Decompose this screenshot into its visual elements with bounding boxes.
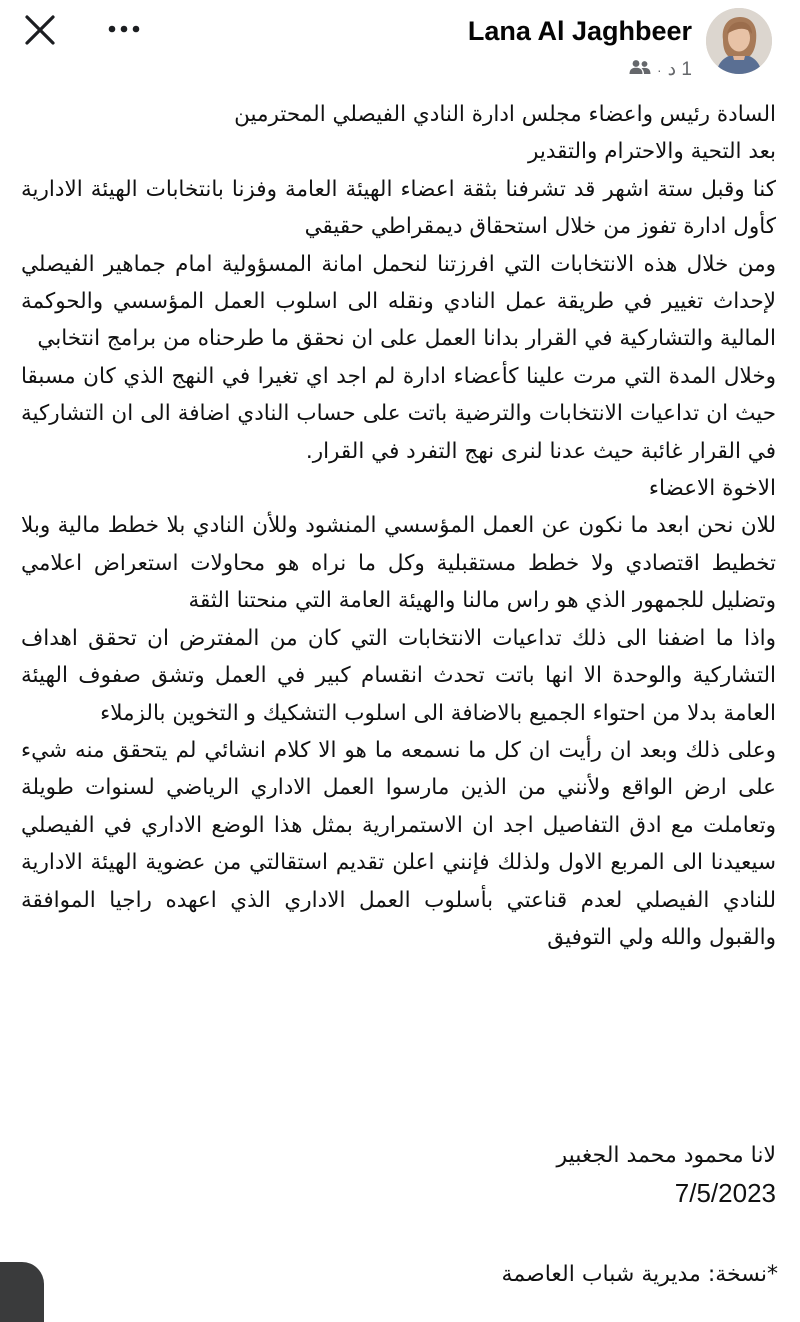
friends-icon[interactable]: [629, 59, 651, 81]
signature-name: لانا محمود محمد الجغبير: [556, 1143, 776, 1168]
copy-note: *نسخة: مديرية شباب العاصمة: [501, 1262, 778, 1287]
post-time[interactable]: 1 د: [667, 59, 692, 80]
post-body: [21, 96, 776, 956]
post-paragraph: وعلى ذلك وبعد ان رأيت ان كل ما نسمعه ما هو الا كلام انشائي لم يتحقق منه شيء على ارض الواقع ولأنني من الذين مارسوا العمل الاداري الرياضي لسنوات طويلة وتعاملت مع ادق التفاصيل اجد ان الاستمرارية بمثل هذا الوضع الاداري في الفيصلي سيعيدنا الى المربع الاول ولذلك فإنني اعلن تقديم استقالتي من عضوية الهيئة الادارية للنادي الفيصلي لعدم قناعتي بأسلوب العمل الاداري الذي اعهده راجيا الموافقة والقبول والله ولي التوفيق: [21, 737, 776, 950]
author-name[interactable]: Lana Al Jaghbeer: [467, 16, 692, 46]
post-paragraph: بعد التحية والاحترام والتقدير: [528, 139, 776, 165]
meta-separator: ·: [657, 61, 662, 78]
post-paragraph: واذا ما اضفنا الى ذلك تداعيات الانتخابات التي كان من المفترض ان تحقق اهداف التشاركية والوحدة الا انها باتت تحدث انقسام كبير في العمل وتشق صفوف الهيئة العامة بدلا من احتواء الجميع بالاضافة الى اسلوب التشكيك و التخوين بالزملاء: [21, 625, 776, 726]
post-paragraph: للان نحن ابعد ما نكون عن العمل المؤسسي المنشود وللأن النادي بلا خطط مالية وبلا تخطيط اقتصادي ولا خطط مستقبلية وكل ما نراه هو محاولات استعراض اعلامي وتضليل للجمهور الذي هو راس مالنا والهيئة العامة التي منحتنا الثقة: [21, 513, 776, 614]
close-icon[interactable]: [22, 12, 58, 48]
more-dots-icon[interactable]: [104, 14, 144, 44]
post-paragraph: كنا وقبل ستة اشهر قد تشرفنا بثقة اعضاء الهيئة العامة وفزنا بانتخابات الهيئة الادارية كأول ادارة تفوز من خلال استحقاق ديمقراطي حقيقي: [21, 176, 776, 240]
post-meta: [629, 58, 692, 81]
post-paragraph: وخلال المدة التي مرت علينا كأعضاء ادارة لم اجد اي تغيرا في النهج الذي كان مسبقا حيث ان تداعيات الانتخابات والترضية باتت على حساب النادي اضافة الى ان التشاركية في القرار غائبة حيث عدنا لنرى نهج التفرد في القرار.: [21, 363, 776, 464]
signature-date: 7/5/2023: [674, 1178, 776, 1208]
post-paragraph: ومن خلال هذه الانتخابات التي افرزتنا لنحمل امانة المسؤولية امام جماهير الفيصلي لإحداث تغيير في طريقة عمل النادي ونقله الى اسلوب العمل المؤسسي والحوكمة المالية والتشاركية في القرار بدانا العمل على ان نحقق ما طرحناه من برامج انتخابي: [21, 251, 776, 352]
floating-button[interactable]: [0, 1262, 44, 1322]
avatar[interactable]: [706, 8, 772, 74]
post-paragraph: السادة رئيس واعضاء مجلس ادارة النادي الفيصلي المحترمين: [234, 102, 776, 127]
post-paragraph: الاخوة الاعضاء: [648, 476, 776, 502]
post-header: [0, 0, 800, 95]
